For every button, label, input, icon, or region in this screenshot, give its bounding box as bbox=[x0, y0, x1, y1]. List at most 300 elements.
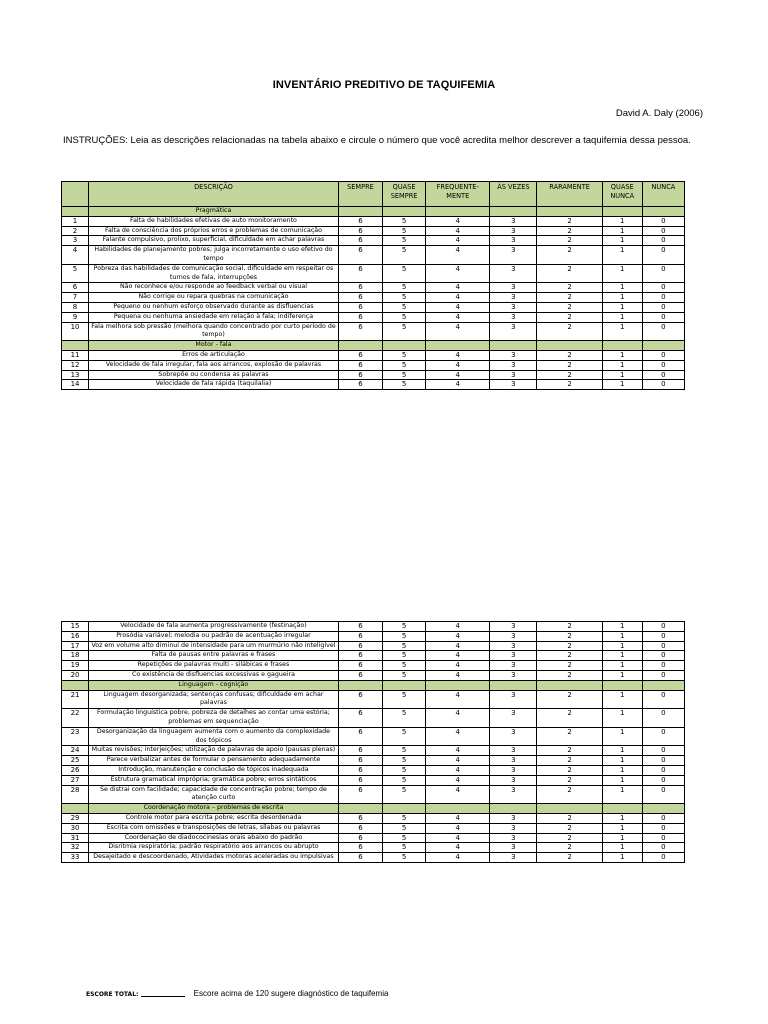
table-row bbox=[62, 312, 685, 322]
section-blank-cell bbox=[62, 341, 89, 351]
score-option[interactable]: 6 bbox=[338, 246, 382, 265]
table-row bbox=[62, 843, 685, 853]
score-option[interactable]: 3 bbox=[490, 853, 537, 863]
score-option[interactable]: 1 bbox=[602, 813, 642, 823]
score-option[interactable]: 5 bbox=[383, 823, 426, 833]
score-option[interactable]: 1 bbox=[602, 641, 642, 651]
score-option[interactable]: 3 bbox=[490, 302, 537, 312]
score-option[interactable]: 4 bbox=[426, 756, 490, 766]
score-option[interactable]: 4 bbox=[426, 380, 490, 390]
score-option[interactable]: 3 bbox=[490, 690, 537, 709]
score-option[interactable]: 2 bbox=[537, 312, 602, 322]
score-option[interactable]: 6 bbox=[338, 293, 382, 303]
score-option[interactable]: 2 bbox=[537, 350, 602, 360]
score-option[interactable]: 6 bbox=[338, 690, 382, 709]
score-option[interactable]: 4 bbox=[426, 813, 490, 823]
score-option[interactable]: 5 bbox=[383, 651, 426, 661]
score-option[interactable]: 2 bbox=[537, 360, 602, 370]
score-option[interactable]: 4 bbox=[426, 853, 490, 863]
item-number: 27 bbox=[62, 775, 89, 785]
score-option[interactable]: 1 bbox=[602, 264, 642, 283]
score-option[interactable]: 6 bbox=[338, 775, 382, 785]
score-option[interactable]: 1 bbox=[602, 690, 642, 709]
header-as-vezes: ÀS VEZES bbox=[490, 182, 537, 207]
score-option[interactable]: 5 bbox=[383, 813, 426, 823]
score-option[interactable]: 6 bbox=[338, 661, 382, 671]
item-number: 4 bbox=[62, 246, 89, 265]
score-option[interactable]: 3 bbox=[490, 312, 537, 322]
score-option[interactable]: 5 bbox=[383, 690, 426, 709]
score-option[interactable]: 2 bbox=[537, 853, 602, 863]
table-row bbox=[62, 670, 685, 680]
score-option[interactable]: 5 bbox=[383, 670, 426, 680]
score-option[interactable]: 2 bbox=[537, 661, 602, 671]
score-option[interactable]: 4 bbox=[426, 727, 490, 746]
score-option[interactable]: 4 bbox=[426, 246, 490, 265]
score-option[interactable]: 1 bbox=[602, 843, 642, 853]
score-option[interactable]: 6 bbox=[338, 302, 382, 312]
score-option[interactable]: 6 bbox=[338, 312, 382, 322]
table-row bbox=[62, 853, 685, 863]
score-option[interactable]: 2 bbox=[537, 833, 602, 843]
score-option[interactable]: 5 bbox=[383, 350, 426, 360]
score-option[interactable]: 4 bbox=[426, 833, 490, 843]
total-score-blank[interactable] bbox=[141, 996, 185, 997]
score-option[interactable]: 0 bbox=[642, 690, 684, 709]
item-description: Velocidade de fala rápida (taquilalia) bbox=[89, 380, 339, 390]
score-option[interactable]: 2 bbox=[537, 756, 602, 766]
table-row bbox=[62, 350, 685, 360]
item-number: 10 bbox=[62, 322, 89, 341]
score-option[interactable]: 2 bbox=[537, 246, 602, 265]
score-option[interactable]: 2 bbox=[537, 670, 602, 680]
score-option[interactable]: 6 bbox=[338, 283, 382, 293]
score-option[interactable]: 3 bbox=[490, 843, 537, 853]
score-option[interactable]: 6 bbox=[338, 360, 382, 370]
section-blank-cell bbox=[490, 207, 537, 217]
item-number: 12 bbox=[62, 360, 89, 370]
score-option[interactable]: 0 bbox=[642, 370, 684, 380]
score-option[interactable]: 5 bbox=[383, 622, 426, 632]
score-option[interactable]: 5 bbox=[383, 661, 426, 671]
score-option[interactable]: 2 bbox=[537, 709, 602, 728]
score-option[interactable]: 4 bbox=[426, 765, 490, 775]
score-option[interactable]: 1 bbox=[602, 746, 642, 756]
score-option[interactable]: 3 bbox=[490, 622, 537, 632]
score-option[interactable]: 2 bbox=[537, 785, 602, 804]
score-option[interactable]: 3 bbox=[490, 813, 537, 823]
score-option[interactable]: 0 bbox=[642, 322, 684, 341]
score-option[interactable]: 5 bbox=[383, 226, 426, 236]
score-option[interactable]: 5 bbox=[383, 293, 426, 303]
item-description: Pequena ou nenhuma ansiedade em relação à fala; indiferença bbox=[89, 312, 339, 322]
item-number: 23 bbox=[62, 727, 89, 746]
section-blank-cell bbox=[602, 804, 642, 814]
score-option[interactable]: 1 bbox=[602, 727, 642, 746]
score-option[interactable]: 1 bbox=[602, 312, 642, 322]
score-option[interactable]: 4 bbox=[426, 746, 490, 756]
score-option[interactable]: 2 bbox=[537, 813, 602, 823]
score-option[interactable]: 3 bbox=[490, 236, 537, 246]
score-option[interactable]: 2 bbox=[537, 765, 602, 775]
score-option[interactable]: 5 bbox=[383, 236, 426, 246]
score-option[interactable]: 6 bbox=[338, 216, 382, 226]
item-description: Pequeno ou nenhum esforço observado durante as disfluencias bbox=[89, 302, 339, 312]
score-option[interactable]: 3 bbox=[490, 380, 537, 390]
score-option[interactable]: 3 bbox=[490, 651, 537, 661]
score-option[interactable]: 3 bbox=[490, 631, 537, 641]
score-option[interactable]: 1 bbox=[602, 853, 642, 863]
score-option[interactable]: 3 bbox=[490, 322, 537, 341]
score-option[interactable]: 0 bbox=[642, 727, 684, 746]
score-option[interactable]: 5 bbox=[383, 380, 426, 390]
score-option[interactable]: 6 bbox=[338, 622, 382, 632]
score-option[interactable]: 4 bbox=[426, 631, 490, 641]
score-option[interactable]: 0 bbox=[642, 226, 684, 236]
score-option[interactable]: 5 bbox=[383, 641, 426, 651]
score-option[interactable]: 2 bbox=[537, 302, 602, 312]
score-option[interactable]: 3 bbox=[490, 264, 537, 283]
score-option[interactable]: 5 bbox=[383, 765, 426, 775]
score-option[interactable]: 6 bbox=[338, 370, 382, 380]
score-option[interactable]: 6 bbox=[338, 631, 382, 641]
score-option[interactable]: 3 bbox=[490, 350, 537, 360]
score-option[interactable]: 2 bbox=[537, 651, 602, 661]
score-option[interactable]: 5 bbox=[383, 322, 426, 341]
section-blank-cell bbox=[642, 804, 684, 814]
score-option[interactable]: 4 bbox=[426, 709, 490, 728]
score-option[interactable]: 3 bbox=[490, 216, 537, 226]
score-option[interactable]: 2 bbox=[537, 226, 602, 236]
header-number bbox=[62, 182, 89, 207]
score-option[interactable]: 1 bbox=[602, 302, 642, 312]
score-option[interactable]: 2 bbox=[537, 641, 602, 651]
item-number: 6 bbox=[62, 283, 89, 293]
score-option[interactable]: 2 bbox=[537, 264, 602, 283]
score-option[interactable]: 6 bbox=[338, 651, 382, 661]
score-option[interactable]: 2 bbox=[537, 322, 602, 341]
score-option[interactable]: 2 bbox=[537, 293, 602, 303]
score-option[interactable]: 5 bbox=[383, 283, 426, 293]
item-description: Habilidades de planejamento pobres; julga incorretamente o uso efetivo do tempo bbox=[89, 246, 339, 265]
section-blank-cell bbox=[537, 804, 602, 814]
item-description: Co existência de disfluencias excessivas e gagueira bbox=[89, 670, 339, 680]
score-option[interactable]: 0 bbox=[642, 380, 684, 390]
score-option[interactable]: 6 bbox=[338, 236, 382, 246]
section-blank-cell bbox=[642, 341, 684, 351]
table-row bbox=[62, 823, 685, 833]
score-option[interactable]: 0 bbox=[642, 813, 684, 823]
score-option[interactable]: 3 bbox=[490, 785, 537, 804]
score-option[interactable]: 3 bbox=[490, 641, 537, 651]
score-option[interactable]: 6 bbox=[338, 264, 382, 283]
score-option[interactable]: 3 bbox=[490, 746, 537, 756]
score-option[interactable]: 4 bbox=[426, 370, 490, 380]
score-option[interactable]: 0 bbox=[642, 216, 684, 226]
score-option[interactable]: 1 bbox=[602, 360, 642, 370]
score-option[interactable]: 6 bbox=[338, 746, 382, 756]
score-option[interactable]: 0 bbox=[642, 709, 684, 728]
score-option[interactable]: 6 bbox=[338, 833, 382, 843]
score-option[interactable]: 0 bbox=[642, 264, 684, 283]
section-blank-cell bbox=[537, 207, 602, 217]
score-option[interactable]: 5 bbox=[383, 727, 426, 746]
score-option[interactable]: 4 bbox=[426, 651, 490, 661]
item-number: 24 bbox=[62, 746, 89, 756]
score-option[interactable]: 0 bbox=[642, 302, 684, 312]
score-option[interactable]: 4 bbox=[426, 312, 490, 322]
score-option[interactable]: 4 bbox=[426, 360, 490, 370]
score-option[interactable]: 4 bbox=[426, 641, 490, 651]
score-option[interactable]: 4 bbox=[426, 690, 490, 709]
header-quase-nunca: QUASE NUNCA bbox=[602, 182, 642, 207]
score-option[interactable]: 3 bbox=[490, 226, 537, 236]
section-blank-cell bbox=[602, 680, 642, 690]
score-option[interactable]: 0 bbox=[642, 765, 684, 775]
score-option[interactable]: 4 bbox=[426, 293, 490, 303]
score-option[interactable]: 2 bbox=[537, 775, 602, 785]
score-option[interactable]: 2 bbox=[537, 843, 602, 853]
score-option[interactable]: 5 bbox=[383, 785, 426, 804]
score-option[interactable]: 5 bbox=[383, 312, 426, 322]
score-option[interactable]: 5 bbox=[383, 853, 426, 863]
score-option[interactable]: 1 bbox=[602, 833, 642, 843]
score-option[interactable]: 3 bbox=[490, 246, 537, 265]
score-option[interactable]: 6 bbox=[338, 843, 382, 853]
score-option[interactable]: 2 bbox=[537, 370, 602, 380]
table-row bbox=[62, 246, 685, 265]
score-option[interactable]: 1 bbox=[602, 651, 642, 661]
score-option[interactable]: 1 bbox=[602, 765, 642, 775]
score-option[interactable]: 0 bbox=[642, 775, 684, 785]
score-option[interactable]: 1 bbox=[602, 246, 642, 265]
score-option[interactable]: 6 bbox=[338, 823, 382, 833]
item-number: 25 bbox=[62, 756, 89, 766]
score-option[interactable]: 2 bbox=[537, 631, 602, 641]
score-option[interactable]: 2 bbox=[537, 823, 602, 833]
score-option[interactable]: 3 bbox=[490, 360, 537, 370]
item-number: 2 bbox=[62, 226, 89, 236]
table-row bbox=[62, 370, 685, 380]
score-option[interactable]: 0 bbox=[642, 641, 684, 651]
score-option[interactable]: 0 bbox=[642, 293, 684, 303]
score-option[interactable]: 5 bbox=[383, 360, 426, 370]
score-option[interactable]: 6 bbox=[338, 727, 382, 746]
score-option[interactable]: 1 bbox=[602, 216, 642, 226]
header-frequentemente: FREQUENTE-MENTE bbox=[426, 182, 490, 207]
score-option[interactable]: 4 bbox=[426, 264, 490, 283]
score-option[interactable]: 2 bbox=[537, 283, 602, 293]
score-option[interactable]: 0 bbox=[642, 246, 684, 265]
score-option[interactable]: 0 bbox=[642, 350, 684, 360]
score-option[interactable]: 2 bbox=[537, 216, 602, 226]
score-option[interactable]: 6 bbox=[338, 853, 382, 863]
score-option[interactable]: 6 bbox=[338, 765, 382, 775]
score-option[interactable]: 0 bbox=[642, 843, 684, 853]
score-option[interactable]: 3 bbox=[490, 756, 537, 766]
score-option[interactable]: 6 bbox=[338, 813, 382, 823]
score-option[interactable]: 0 bbox=[642, 622, 684, 632]
score-option[interactable]: 5 bbox=[383, 631, 426, 641]
section-blank-cell bbox=[490, 680, 537, 690]
score-option[interactable]: 1 bbox=[602, 823, 642, 833]
section-blank-cell bbox=[62, 804, 89, 814]
score-option[interactable]: 6 bbox=[338, 226, 382, 236]
score-option[interactable]: 4 bbox=[426, 785, 490, 804]
score-option[interactable]: 0 bbox=[642, 236, 684, 246]
score-option[interactable]: 6 bbox=[338, 641, 382, 651]
score-option[interactable]: 0 bbox=[642, 756, 684, 766]
header-sempre: SEMPRE bbox=[338, 182, 382, 207]
header-raramente: RARAMENTE bbox=[537, 182, 602, 207]
header-description: DESCRIÇÃO bbox=[89, 182, 339, 207]
score-option[interactable]: 3 bbox=[490, 661, 537, 671]
score-option[interactable]: 0 bbox=[642, 661, 684, 671]
score-option[interactable]: 1 bbox=[602, 785, 642, 804]
score-option[interactable]: 6 bbox=[338, 670, 382, 680]
score-option[interactable]: 2 bbox=[537, 380, 602, 390]
score-option[interactable]: 4 bbox=[426, 226, 490, 236]
score-option[interactable]: 6 bbox=[338, 756, 382, 766]
item-description: Falta de habilidades efetivas de auto monitoramento bbox=[89, 216, 339, 226]
score-option[interactable]: 3 bbox=[490, 823, 537, 833]
item-description: Disritmia respiratória; padrão respiratório aos arrancos ou abrupto bbox=[89, 843, 339, 853]
score-option[interactable]: 3 bbox=[490, 293, 537, 303]
item-description: Desajeitado e descoordenado, Atividades motoras aceleradas ou impulsivas bbox=[89, 853, 339, 863]
score-option[interactable]: 5 bbox=[383, 246, 426, 265]
score-option[interactable]: 1 bbox=[602, 661, 642, 671]
section-blank-cell bbox=[383, 341, 426, 351]
score-option[interactable]: 5 bbox=[383, 709, 426, 728]
score-option[interactable]: 1 bbox=[602, 670, 642, 680]
score-option[interactable]: 4 bbox=[426, 823, 490, 833]
score-option[interactable]: 2 bbox=[537, 727, 602, 746]
score-option[interactable]: 1 bbox=[602, 709, 642, 728]
score-option[interactable]: 2 bbox=[537, 236, 602, 246]
score-option[interactable]: 4 bbox=[426, 775, 490, 785]
score-option[interactable]: 5 bbox=[383, 756, 426, 766]
score-option[interactable]: 4 bbox=[426, 843, 490, 853]
score-option[interactable]: 5 bbox=[383, 833, 426, 843]
score-option[interactable]: 1 bbox=[602, 756, 642, 766]
score-option[interactable]: 6 bbox=[338, 350, 382, 360]
score-option[interactable]: 3 bbox=[490, 765, 537, 775]
table-row bbox=[62, 661, 685, 671]
score-option[interactable]: 2 bbox=[537, 746, 602, 756]
score-option[interactable]: 4 bbox=[426, 283, 490, 293]
score-option[interactable]: 6 bbox=[338, 322, 382, 341]
table-row bbox=[62, 690, 685, 709]
section-title: Pragmática bbox=[89, 207, 339, 217]
score-option[interactable]: 1 bbox=[602, 775, 642, 785]
score-option[interactable]: 5 bbox=[383, 843, 426, 853]
score-option[interactable]: 2 bbox=[537, 622, 602, 632]
score-option[interactable]: 4 bbox=[426, 622, 490, 632]
score-option[interactable]: 5 bbox=[383, 264, 426, 283]
score-option[interactable]: 0 bbox=[642, 283, 684, 293]
section-title: Linguagem - cognição bbox=[89, 680, 339, 690]
score-option[interactable]: 6 bbox=[338, 380, 382, 390]
item-number: 14 bbox=[62, 380, 89, 390]
header-nunca: NUNCA bbox=[642, 182, 684, 207]
score-option[interactable]: 0 bbox=[642, 823, 684, 833]
table-row bbox=[62, 746, 685, 756]
section-blank-cell bbox=[62, 680, 89, 690]
section-blank-cell bbox=[338, 680, 382, 690]
score-option[interactable]: 3 bbox=[490, 283, 537, 293]
score-option[interactable]: 0 bbox=[642, 785, 684, 804]
score-option[interactable]: 0 bbox=[642, 833, 684, 843]
score-option[interactable]: 0 bbox=[642, 360, 684, 370]
score-option[interactable]: 4 bbox=[426, 236, 490, 246]
score-option[interactable]: 1 bbox=[602, 350, 642, 360]
score-option[interactable]: 1 bbox=[602, 322, 642, 341]
section-blank-cell bbox=[490, 804, 537, 814]
score-option[interactable]: 3 bbox=[490, 833, 537, 843]
section-blank-cell bbox=[426, 341, 490, 351]
section-blank-cell bbox=[602, 207, 642, 217]
item-description: Parece verbalizar antes de formular o pensamento adequadamente bbox=[89, 756, 339, 766]
score-option[interactable]: 0 bbox=[642, 853, 684, 863]
table-row bbox=[62, 727, 685, 746]
item-number: 30 bbox=[62, 823, 89, 833]
score-option[interactable]: 1 bbox=[602, 236, 642, 246]
score-option[interactable]: 4 bbox=[426, 322, 490, 341]
score-option[interactable]: 3 bbox=[490, 709, 537, 728]
item-number: 26 bbox=[62, 765, 89, 775]
score-option[interactable]: 2 bbox=[537, 690, 602, 709]
score-option[interactable]: 0 bbox=[642, 631, 684, 641]
score-option[interactable]: 1 bbox=[602, 370, 642, 380]
score-option[interactable]: 0 bbox=[642, 670, 684, 680]
item-number: 32 bbox=[62, 843, 89, 853]
score-option[interactable]: 5 bbox=[383, 370, 426, 380]
item-description: Falta de consciência dos próprios erros e problemas de comunicação bbox=[89, 226, 339, 236]
score-option[interactable]: 1 bbox=[602, 622, 642, 632]
item-description: Fala melhora sob pressão (melhora quando concentrado por curto período de tempo) bbox=[89, 322, 339, 341]
score-option[interactable]: 1 bbox=[602, 293, 642, 303]
score-option[interactable]: 6 bbox=[338, 785, 382, 804]
item-description: Prosódia variável; melodia ou padrão de acentuação irregular bbox=[89, 631, 339, 641]
score-option[interactable]: 1 bbox=[602, 380, 642, 390]
score-option[interactable]: 3 bbox=[490, 775, 537, 785]
score-option[interactable]: 3 bbox=[490, 670, 537, 680]
score-option[interactable]: 1 bbox=[602, 226, 642, 236]
score-option[interactable]: 5 bbox=[383, 302, 426, 312]
score-option[interactable]: 6 bbox=[338, 709, 382, 728]
score-option[interactable]: 5 bbox=[383, 775, 426, 785]
score-option[interactable]: 0 bbox=[642, 746, 684, 756]
score-option[interactable]: 4 bbox=[426, 350, 490, 360]
score-option[interactable]: 4 bbox=[426, 670, 490, 680]
score-option[interactable]: 0 bbox=[642, 651, 684, 661]
score-option[interactable]: 4 bbox=[426, 661, 490, 671]
score-option[interactable]: 5 bbox=[383, 216, 426, 226]
score-option[interactable]: 1 bbox=[602, 283, 642, 293]
score-option[interactable]: 4 bbox=[426, 216, 490, 226]
item-number: 20 bbox=[62, 670, 89, 680]
table-row bbox=[62, 226, 685, 236]
table-row bbox=[62, 775, 685, 785]
score-option[interactable]: 5 bbox=[383, 746, 426, 756]
score-option[interactable]: 1 bbox=[602, 631, 642, 641]
score-option[interactable]: 3 bbox=[490, 370, 537, 380]
score-option[interactable]: 0 bbox=[642, 312, 684, 322]
score-option[interactable]: 4 bbox=[426, 302, 490, 312]
section-blank-cell bbox=[537, 341, 602, 351]
score-option[interactable]: 3 bbox=[490, 727, 537, 746]
item-number: 16 bbox=[62, 631, 89, 641]
